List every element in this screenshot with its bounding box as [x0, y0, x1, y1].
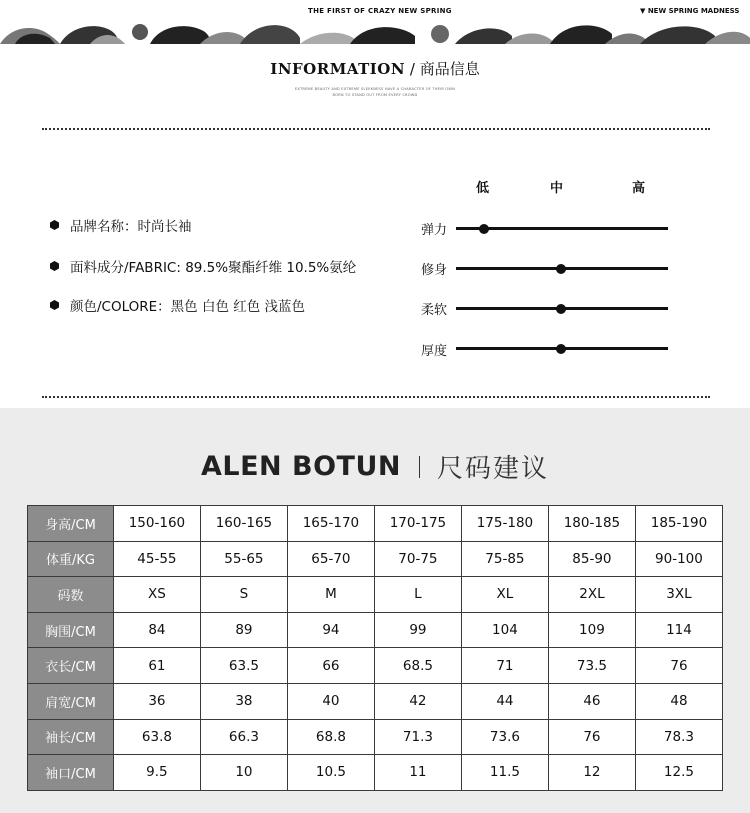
- table-cell: 46: [548, 683, 635, 719]
- table-row: [28, 577, 723, 613]
- scale-level-mid: 中: [550, 181, 564, 196]
- table-cell: 68.5: [374, 648, 461, 684]
- information-title-cn: / 商品信息: [409, 60, 480, 78]
- information-subtitle: [0, 86, 750, 98]
- scale-marker-elasticity: [479, 224, 489, 234]
- table-cell: 40: [287, 683, 374, 719]
- row-header: 身高/CM: [28, 506, 114, 542]
- table-cell: 65-70: [287, 541, 374, 577]
- table-cell: 66.3: [200, 719, 287, 755]
- table-cell: 45-55: [113, 541, 200, 577]
- table-row: [28, 612, 723, 648]
- banner-right-text: ▼ NEW SPRING MADNESS: [640, 7, 740, 15]
- table-cell: 10: [200, 755, 287, 791]
- table-cell: 104: [461, 612, 548, 648]
- banner-right-label: NEW SPRING MADNESS: [647, 7, 740, 15]
- table-row: [28, 683, 723, 719]
- table-cell: 85-90: [548, 541, 635, 577]
- scale-marker-fit: [556, 264, 566, 274]
- size-table: [27, 505, 723, 791]
- scale-label-softness: 柔软: [421, 303, 448, 318]
- row-header: 码数: [28, 577, 114, 613]
- camouflage-pattern: [0, 18, 750, 44]
- table-cell: 180-185: [548, 506, 635, 542]
- row-header: 体重/KG: [28, 541, 114, 577]
- size-chart-brand: ALEN BOTUN: [200, 451, 401, 482]
- table-cell: 160-165: [200, 506, 287, 542]
- product-brand-text: 品牌名称：时尚长袖: [70, 219, 192, 235]
- table-cell: 68.8: [287, 719, 374, 755]
- scale-level-high: 高: [632, 181, 646, 196]
- scale-label-fit: 修身: [421, 263, 448, 278]
- table-cell: 76: [548, 719, 635, 755]
- table-row: [28, 541, 723, 577]
- table-cell: 78.3: [635, 719, 722, 755]
- table-cell: 114: [635, 612, 722, 648]
- row-header: 胸围/CM: [28, 612, 114, 648]
- table-cell: 165-170: [287, 506, 374, 542]
- information-heading: [0, 58, 750, 79]
- table-cell: 75-85: [461, 541, 548, 577]
- table-cell: 76: [635, 648, 722, 684]
- table-cell: 89: [200, 612, 287, 648]
- table-cell: 10.5: [287, 755, 374, 791]
- table-cell: 150-160: [113, 506, 200, 542]
- banner-left-text: THE FIRST OF CRAZY NEW SPRING: [308, 7, 452, 15]
- dotted-divider-top: [42, 128, 710, 130]
- row-header: 衣长/CM: [28, 648, 114, 684]
- table-cell: 11: [374, 755, 461, 791]
- scale-label-thickness: 厚度: [421, 344, 448, 359]
- product-fabric-text: 面料成分/FABRIC: 89.5%聚酯纤维 10.5%氨纶: [70, 260, 357, 276]
- table-cell: 3XL: [635, 577, 722, 613]
- scale-level-low: 低: [476, 181, 490, 196]
- table-cell: 73.6: [461, 719, 548, 755]
- size-chart-section: [0, 408, 750, 813]
- table-cell: L: [374, 577, 461, 613]
- table-cell: 55-65: [200, 541, 287, 577]
- table-cell: XL: [461, 577, 548, 613]
- table-cell: 90-100: [635, 541, 722, 577]
- table-cell: 63.8: [113, 719, 200, 755]
- table-cell: 66: [287, 648, 374, 684]
- table-cell: 12: [548, 755, 635, 791]
- row-header: 肩宽/CM: [28, 683, 114, 719]
- row-header: 袖口/CM: [28, 755, 114, 791]
- table-cell: 44: [461, 683, 548, 719]
- table-cell: 9.5: [113, 755, 200, 791]
- scale-label-elasticity: 弹力: [421, 223, 448, 238]
- bullet-icon: [50, 261, 59, 271]
- table-cell: 109: [548, 612, 635, 648]
- scale-marker-thickness: [556, 344, 566, 354]
- table-cell: 63.5: [200, 648, 287, 684]
- table-cell: XS: [113, 577, 200, 613]
- table-cell: 170-175: [374, 506, 461, 542]
- table-row: [28, 506, 723, 542]
- product-brand-row: [50, 215, 192, 235]
- table-cell: 73.5: [548, 648, 635, 684]
- scale-marker-softness: [556, 304, 566, 314]
- table-cell: 12.5: [635, 755, 722, 791]
- table-cell: 61: [113, 648, 200, 684]
- product-color-text: 颜色/COLORE：黑色 白色 红色 浅蓝色: [70, 299, 306, 315]
- table-cell: 11.5: [461, 755, 548, 791]
- table-cell: 70-75: [374, 541, 461, 577]
- row-header: 袖长/CM: [28, 719, 114, 755]
- heading-separator: [419, 456, 420, 478]
- table-cell: 99: [374, 612, 461, 648]
- table-row: [28, 755, 723, 791]
- table-cell: 36: [113, 683, 200, 719]
- table-cell: 175-180: [461, 506, 548, 542]
- table-cell: 185-190: [635, 506, 722, 542]
- table-cell: 2XL: [548, 577, 635, 613]
- table-row: [28, 719, 723, 755]
- bullet-icon: [50, 220, 59, 230]
- size-chart-heading: [0, 448, 750, 485]
- table-cell: M: [287, 577, 374, 613]
- table-cell: 94: [287, 612, 374, 648]
- size-chart-title: 尺码建议: [437, 454, 550, 484]
- bullet-icon: [50, 300, 59, 310]
- table-row: [28, 648, 723, 684]
- table-cell: 71: [461, 648, 548, 684]
- table-cell: 38: [200, 683, 287, 719]
- information-title-en: INFORMATION: [270, 60, 406, 78]
- dotted-divider-bottom: [42, 396, 710, 398]
- table-cell: 71.3: [374, 719, 461, 755]
- table-cell: 42: [374, 683, 461, 719]
- top-banner: [0, 0, 750, 46]
- product-fabric-row: [50, 256, 356, 276]
- table-cell: S: [200, 577, 287, 613]
- information-subtitle-line1: EXTREME BEAUTY AND EXTREME SLEEKNESS HAVE A CHARACTER OF THEIR OWN: [294, 87, 456, 91]
- information-subtitle-line2: BORN TO STAND OUT FROM EVERY CROWD: [332, 93, 418, 97]
- product-color-row: [50, 295, 305, 315]
- table-cell: 84: [113, 612, 200, 648]
- table-cell: 48: [635, 683, 722, 719]
